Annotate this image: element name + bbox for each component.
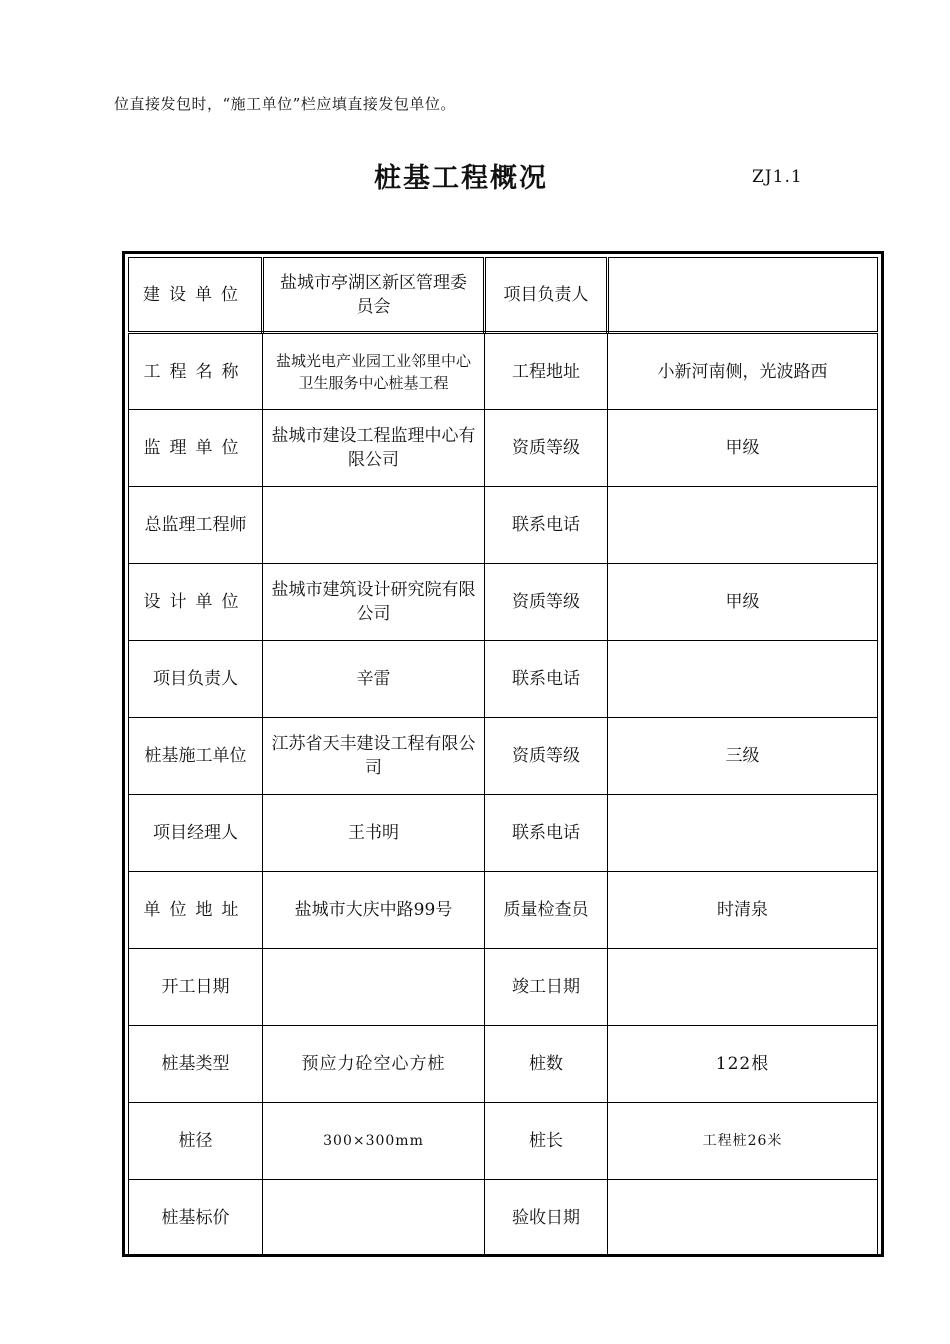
value-unit-address: 盐城市大庆中路99号 (263, 872, 485, 949)
label-qualification-grade: 资质等级 (485, 718, 608, 795)
value-completion-date (608, 949, 878, 1026)
table-row (129, 949, 878, 1026)
value-pile-diameter: 300×300mm (263, 1103, 485, 1180)
value-project-manager: 王书明 (263, 795, 485, 872)
label-qualification-grade: 资质等级 (485, 564, 608, 641)
value-construction-unit: 盐城市亭湖区新区管理委员会 (263, 258, 485, 333)
value-contact-phone (608, 795, 878, 872)
table-row (129, 1026, 878, 1103)
label-design-leader: 项目负责人 (129, 641, 263, 718)
value-acceptance-date (608, 1180, 878, 1257)
value-pile-type: 预应力砼空心方桩 (263, 1026, 485, 1103)
value-pile-count: 122根 (608, 1026, 878, 1103)
value-pile-contractor: 江苏省天丰建设工程有限公司 (263, 718, 485, 795)
label-acceptance-date: 验收日期 (485, 1180, 608, 1257)
table-row (129, 1103, 878, 1180)
label-pile-length: 桩长 (485, 1103, 608, 1180)
label-start-date: 开工日期 (129, 949, 263, 1026)
value-design-unit: 盐城市建筑设计研究院有限公司 (263, 564, 485, 641)
table-row (129, 258, 878, 333)
label-quality-inspector: 质量检查员 (485, 872, 608, 949)
instruction-note: 位直接发包时，“施工单位”栏应填直接发包单位。 (114, 95, 456, 113)
table-row (129, 410, 878, 487)
table-row (129, 487, 878, 564)
label-pile-contractor: 桩基施工单位 (129, 718, 263, 795)
label-completion-date: 竣工日期 (485, 949, 608, 1026)
value-project-address: 小新河南侧，光波路西 (608, 333, 878, 410)
value-pile-length: 工程桩26米 (608, 1103, 878, 1180)
label-supervision-unit: 监理单位 (129, 410, 263, 487)
pile-foundation-table-frame (122, 251, 884, 1257)
value-qualification-grade: 甲级 (608, 564, 878, 641)
value-quality-inspector: 时清泉 (608, 872, 878, 949)
value-pile-bid-price (263, 1180, 485, 1257)
value-project-name: 盐城光电产业园工业邻里中心卫生服务中心桩基工程 (263, 333, 485, 410)
label-contact-phone: 联系电话 (485, 641, 608, 718)
value-chief-supervisor (263, 487, 485, 564)
label-chief-supervisor: 总监理工程师 (129, 487, 263, 564)
table-row (129, 1180, 878, 1257)
label-design-unit: 设计单位 (129, 564, 263, 641)
label-construction-unit: 建设单位 (129, 258, 263, 333)
label-pile-type: 桩基类型 (129, 1026, 263, 1103)
value-project-leader (608, 258, 878, 333)
table-row (129, 718, 878, 795)
value-contact-phone (608, 487, 878, 564)
form-code: ZJ1.1 (752, 167, 803, 187)
value-start-date (263, 949, 485, 1026)
label-project-name: 工程名称 (129, 333, 263, 410)
label-qualification-grade: 资质等级 (485, 410, 608, 487)
pile-foundation-info-table (128, 257, 878, 1257)
value-design-leader: 辛雷 (263, 641, 485, 718)
table-row (129, 564, 878, 641)
value-contact-phone (608, 641, 878, 718)
table-row (129, 333, 878, 410)
document-title: 桩基工程概况 (374, 163, 548, 194)
value-qualification-grade: 三级 (608, 718, 878, 795)
value-qualification-grade: 甲级 (608, 410, 878, 487)
label-unit-address: 单位地址 (129, 872, 263, 949)
label-contact-phone: 联系电话 (485, 795, 608, 872)
table-row (129, 795, 878, 872)
label-pile-diameter: 桩径 (129, 1103, 263, 1180)
table-row (129, 872, 878, 949)
label-project-leader: 项目负责人 (485, 258, 608, 333)
label-project-address: 工程地址 (485, 333, 608, 410)
label-pile-count: 桩数 (485, 1026, 608, 1103)
label-contact-phone: 联系电话 (485, 487, 608, 564)
label-project-manager: 项目经理人 (129, 795, 263, 872)
value-supervision-unit: 盐城市建设工程监理中心有限公司 (263, 410, 485, 487)
table-row (129, 641, 878, 718)
label-pile-bid-price: 桩基标价 (129, 1180, 263, 1257)
